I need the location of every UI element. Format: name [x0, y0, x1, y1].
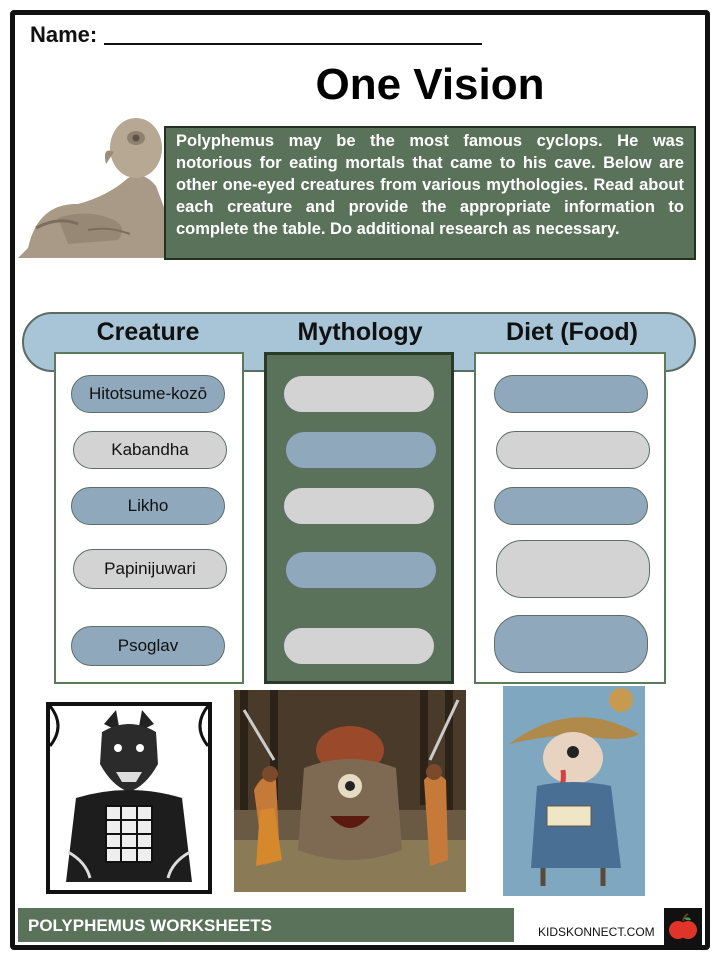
creature-name: Kabandha: [111, 440, 189, 459]
creature-name: Psoglav: [117, 636, 179, 655]
kabandha-illustration: [234, 690, 466, 892]
mythology-answer-field[interactable]: [285, 431, 437, 469]
creature-name: Likho: [127, 496, 169, 515]
diet-answer-field[interactable]: [496, 431, 650, 469]
name-label: Name:: [30, 22, 98, 47]
footer-band: [18, 908, 514, 942]
intro-text-box: Polyphemus may be the most famous cyclops. He was notorious for eating mortals that came to his cave. Below are other one-eyed creatures from various mythologies. Read about each creature and provide the appropriate information to complete the table. Do additional research as necessary.: [164, 126, 696, 260]
page-title: One Vision: [315, 60, 545, 109]
creature-pill: [73, 431, 227, 469]
creature-pill: [71, 375, 225, 413]
creature-pill: [71, 487, 225, 525]
mythology-answer-field[interactable]: [285, 551, 437, 589]
column-header-diet: Diet (Food): [506, 318, 638, 346]
name-field-line[interactable]: [104, 43, 482, 45]
footer-label: POLYPHEMUS WORKSHEETS: [28, 916, 273, 935]
column-header-creature: Creature: [96, 318, 200, 346]
apple-logo-icon: [664, 908, 702, 946]
creature-pill: [73, 549, 227, 589]
mythology-answer-field[interactable]: [283, 487, 435, 525]
diet-answer-field[interactable]: [494, 615, 648, 673]
psoglav-illustration: [46, 702, 212, 894]
footer-site: KIDSKONNECT.COM: [538, 925, 655, 939]
creature-name: Papinijuwari: [104, 559, 196, 578]
mythology-answer-field[interactable]: [283, 375, 435, 413]
cyclops-statue-image: [18, 108, 170, 260]
diet-answer-field[interactable]: [494, 487, 648, 525]
creature-pill: [71, 626, 225, 666]
diet-answer-field[interactable]: [494, 375, 648, 413]
mythology-answer-field[interactable]: [283, 627, 435, 665]
hitotsume-kozo-illustration: [503, 686, 645, 896]
diet-answer-field[interactable]: [496, 540, 650, 598]
column-header-mythology: Mythology: [297, 318, 423, 346]
creature-name: Hitotsume-kozō: [88, 384, 208, 403]
